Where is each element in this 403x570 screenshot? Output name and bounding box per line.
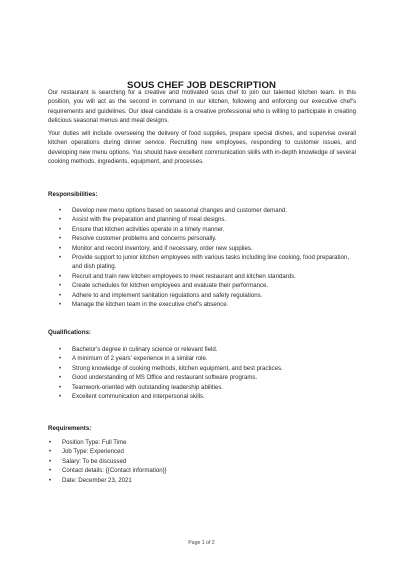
bullet-icon: • (59, 355, 62, 363)
qualifications-list (59, 345, 357, 401)
bullet-icon: • (59, 282, 62, 290)
bullet-icon: • (49, 457, 52, 465)
list-item: • Excellent communication and interpersonal skills. (59, 393, 205, 401)
bullet-icon: • (59, 301, 62, 309)
bullet-icon: • (59, 207, 62, 214)
bullet-icon: • (59, 374, 62, 382)
bullet-icon: • (59, 383, 62, 391)
list-item: • Salary: To be discussed (49, 457, 127, 465)
list-item: • Good understanding of MS Office and restaurant software programs. (59, 374, 258, 382)
list-item: • Resolve customer problems and concerns personally. (59, 235, 217, 243)
bullet-icon: • (59, 225, 62, 233)
duties-paragraph: Your duties will include overseeing the delivery of food supplies, prepare special dishes, and supervise overall kitchen operations during dinner service. Recruiting new employees, responding to customer issues, and developing new menu options. You should have excellent communication skills with in-depth knowledge of several cooking methods, ingredients, equipment, and processes. (48, 130, 356, 166)
bullet-icon: • (59, 272, 62, 280)
list-item: • Strong knowledge of cooking methods, kitchen equipment, and best practices. (59, 364, 283, 372)
list-item: • A minimum of 2 years' experience in a similar role. (59, 355, 208, 363)
list-item: • Create schedules for kitchen employees and evaluate their performance. (59, 282, 269, 290)
list-item: • Assist with the preparation and planning of meal designs. (59, 216, 227, 224)
bullet-icon: • (59, 364, 62, 372)
page-number: Page 1 of 2 (188, 540, 215, 546)
list-item: • Develop new menu options based on seasonal changes and customer demand. (59, 207, 288, 214)
requirements-list (49, 438, 357, 485)
list-item: • Recruit and train new kitchen employees to meet restaurant and kitchen standards. (59, 272, 296, 280)
qualifications-heading: Qualifications: (48, 329, 91, 336)
requirements-heading: Requirements: (48, 425, 92, 432)
bullet-icon: • (49, 467, 52, 475)
bullet-icon: • (59, 393, 62, 401)
bullet-icon: • (59, 235, 62, 243)
bullet-icon: • (59, 346, 62, 353)
list-item: • Contact details: {{Contact information}} (49, 467, 167, 475)
list-item: • Job Type: Experienced (49, 448, 124, 456)
list-item: • Bachelor's degree in culinary science or relevant field. (59, 346, 218, 353)
list-item: • Adhere to and implement sanitation regulations and safety regulations. (59, 291, 263, 299)
bullet-icon: • (59, 291, 62, 299)
list-item: • Monitor and record inventory, and if necessary, order new supplies. (59, 244, 253, 252)
list-item: • Position Type: Full Time (49, 439, 127, 446)
bullet-icon: • (59, 254, 62, 262)
intro-paragraph: Our restaurant is searching for a creative and motivated sous chef to join our talented kitchen team. In this position, you will act as the second in command in our kitchen, following and enforcing our executive chef's requirements and guidelines. Our ideal candidate is a creative professional who is willing to participate in creating delicious seasonal menus and meal designs. (48, 89, 356, 125)
responsibilities-list (59, 206, 357, 309)
bullet-icon: • (49, 439, 52, 446)
responsibilities-heading: Responsibilities: (48, 191, 98, 198)
bullet-icon: • (59, 216, 62, 224)
list-item: • Teamwork-oriented with outstanding leadership abilities. (59, 383, 224, 391)
bullet-icon: • (59, 244, 62, 252)
list-item: • Provide support to junior kitchen employees with various tasks including line cooking, food preparation, and dish plating. (59, 254, 350, 271)
list-item: • Date: December 23, 2021 (49, 476, 132, 484)
bullet-icon: • (49, 448, 52, 456)
list-item: • Manage the kitchen team in the executive chef's absence. (59, 301, 229, 309)
list-item: • Ensure that kitchen activities operate in a timely manner. (59, 225, 225, 233)
page-title: SOUS CHEF JOB DESCRIPTION (126, 80, 277, 91)
bullet-icon: • (49, 476, 52, 484)
